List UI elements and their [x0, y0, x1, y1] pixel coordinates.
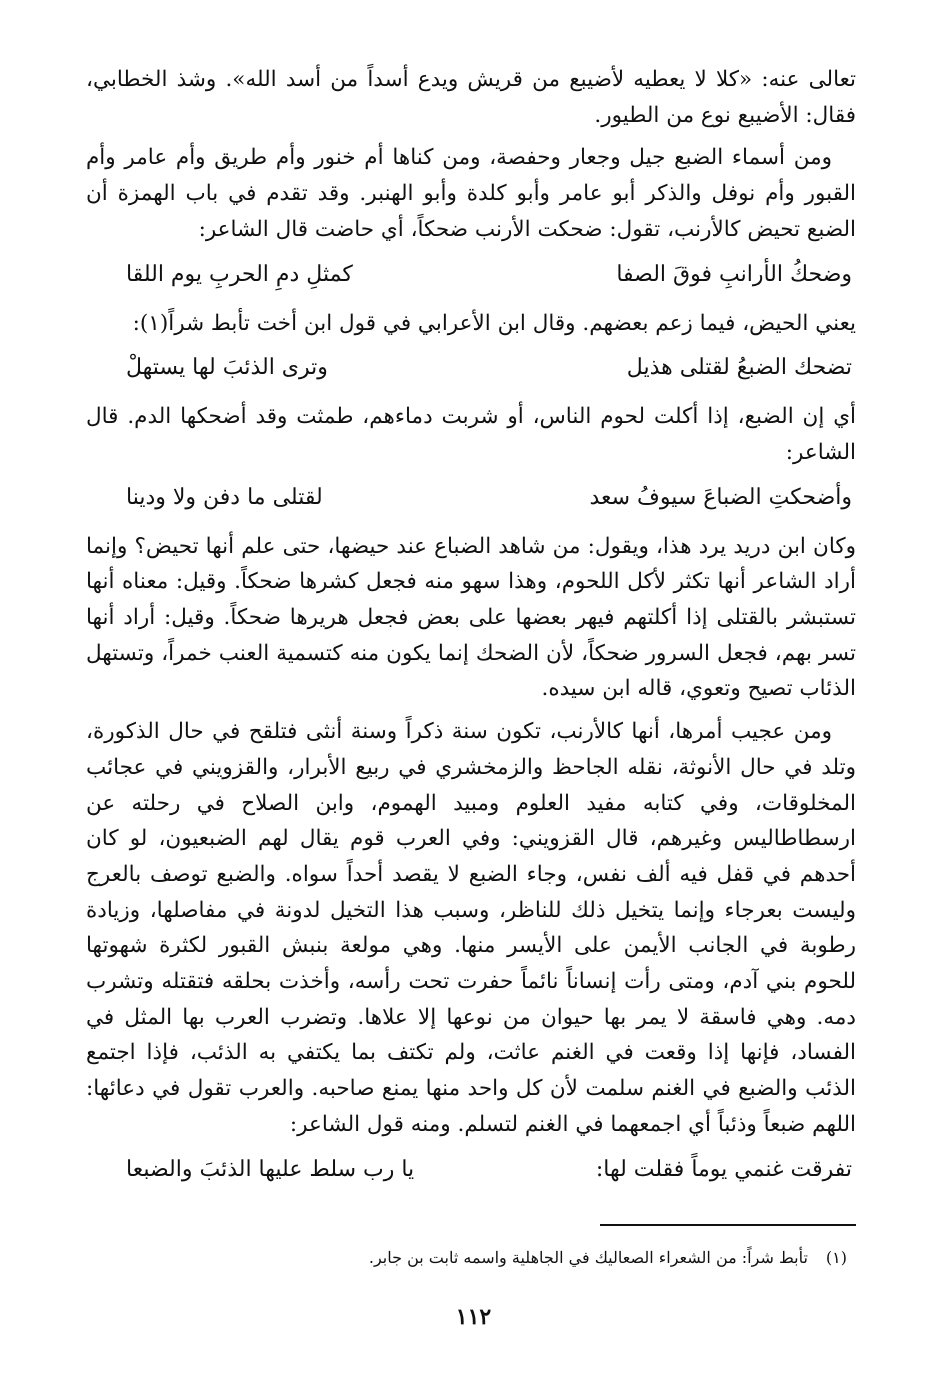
verse-line — [86, 256, 856, 294]
verse-hemistich-second: وترى الذئبَ لها يستهلْ — [126, 355, 328, 381]
paragraph: وكان ابن دريد يرد هذا، ويقول: من شاهد الضباع عند حيضها، حتى علم أنها تحيض؟ وإنما أراد الشاعر أنها تكثر لأكل اللحوم، وهذا سهو منه فجعل كشرها ضحكاً. وقيل: معناه أنها تستبشر بالقتلى إذا أكلتهم فيهر بعضها على بعض فجعل هريرها ضحكاً. وقيل: أراد أنها تسر بهم، فجعل السرور ضحكاً، لأن الضحك إنما يكون منه كتسمية العنب خمراً، وتستهل الذئاب تصيح وتعوي، قاله ابن سيده. — [86, 533, 856, 702]
verse-line — [86, 479, 856, 517]
paragraph: ومن عجيب أمرها، أنها كالأرنب، تكون سنة ذكراً وسنة أنثى فتلقح في حال الذكورة، وتلد في حال الأنوثة، نقله الجاحظ والزمخشري في ربيع الأبرار، والقزويني في عجائب المخلوقات، وفي كتابه مفيد العلوم ومبيد الهموم، وابن الصلاح في رحلته عن ارسطاطاليس وغيرهم، قال القزويني: وفي العرب قوم يقال لهم الضبعيون، لو كان أحدهم في قفل فيه ألف نفس، وجاء الضبع لا يقصد أحداً سواه. والضبع توصف بالعرج وليست بعرجاء وإنما يتخيل ذلك للناظر، وسبب هذا التخيل لدونة في مفاصلها، وزيادة رطوبة في الجانب الأيمن على الأيسر منها. وهي مولعة بنبش القبور لكثرة شهوتها للحوم بني آدم، ومتى رأت إنساناً نائماً حفرت تحت رأسه، وأخذت بحلقه فتقتله وتشرب دمه. وهي فاسقة لا يمر بها حيوان من نوعها إلا علاها. وتضرب العرب بها المثل في الفساد، فإنها إذا وقعت في الغنم عاثت، ولم تكتف بما يكتفي به الذئب، فإذا اجتمع الذئب والضبع في الغنم سلمت لأن كل واحد منها يمنع صاحبه. والعرب تقول في دعائها: اللهم ضبعاً وذئباً أي اجمعهما في الغنم لتسلم. ومنه قول الشاعر: — [86, 719, 856, 1137]
paragraph: تعالى عنه: «كلا لا يعطيه لأضيبع من قريش ويدع أسداً من أسد الله». وشذ الخطابي، فقال: الأضيبع نوع من الطيور. — [86, 67, 856, 128]
verse-hemistich-second: يا رب سلط عليها الذئبَ والضبعا — [126, 1156, 415, 1182]
paragraph: ومن أسماء الضبع جيل وجعار وحفصة، ومن كناها أم خنور وأم طريق وأم عامر وأم القبور وأم نوفل والذكر أبو عامر وأبو كلدة وأبو الهنبر. وقد تقدم في باب الهمزة أن الضبع تحيض كالأرنب، تقول: ضحكت الأرنب ضحكاً، أي حاضت قال الشاعر: — [86, 145, 856, 242]
footnote-text: تأبط شراً: من الشعراء الصعاليك في الجاهلية واسمه ثابت بن جابر. — [368, 1248, 808, 1267]
verse-hemistich-second: لقتلى ما دفن ولا ودينا — [126, 484, 323, 510]
verse-hemistich-first: تفرقت غنمي يوماً فقلت لها: — [595, 1156, 852, 1182]
verse-hemistich-second: كمثلِ دمِ الحربِ يوم اللقا — [126, 261, 353, 287]
footnote — [127, 1245, 847, 1271]
paragraph: أي إن الضبع، إذا أكلت لحوم الناس، أو شربت دماءهم، طمثت وقد أضحكها الدم. قال الشاعر: — [86, 404, 856, 465]
verse-line — [86, 1151, 856, 1189]
verse-line — [86, 349, 856, 387]
verse-hemistich-first: تضحك الضبعُ لقتلى هذيل — [626, 355, 852, 381]
verse-hemistich-first: وأضحكتِ الضباعَ سيوفُ سعد — [589, 484, 852, 510]
footnote-separator — [600, 1224, 856, 1226]
footnote-number: (١) — [825, 1248, 847, 1267]
page-body — [86, 62, 856, 1201]
verse-hemistich-first: وضحكُ الأرانبِ فوقَ الصفا — [616, 261, 852, 287]
page-number: ١١٢ — [455, 1304, 492, 1330]
paragraph: يعني الحيض، فيما زعم بعضهم. وقال ابن الأعرابي في قول ابن أخت تأبط شراً(١): — [132, 310, 856, 336]
